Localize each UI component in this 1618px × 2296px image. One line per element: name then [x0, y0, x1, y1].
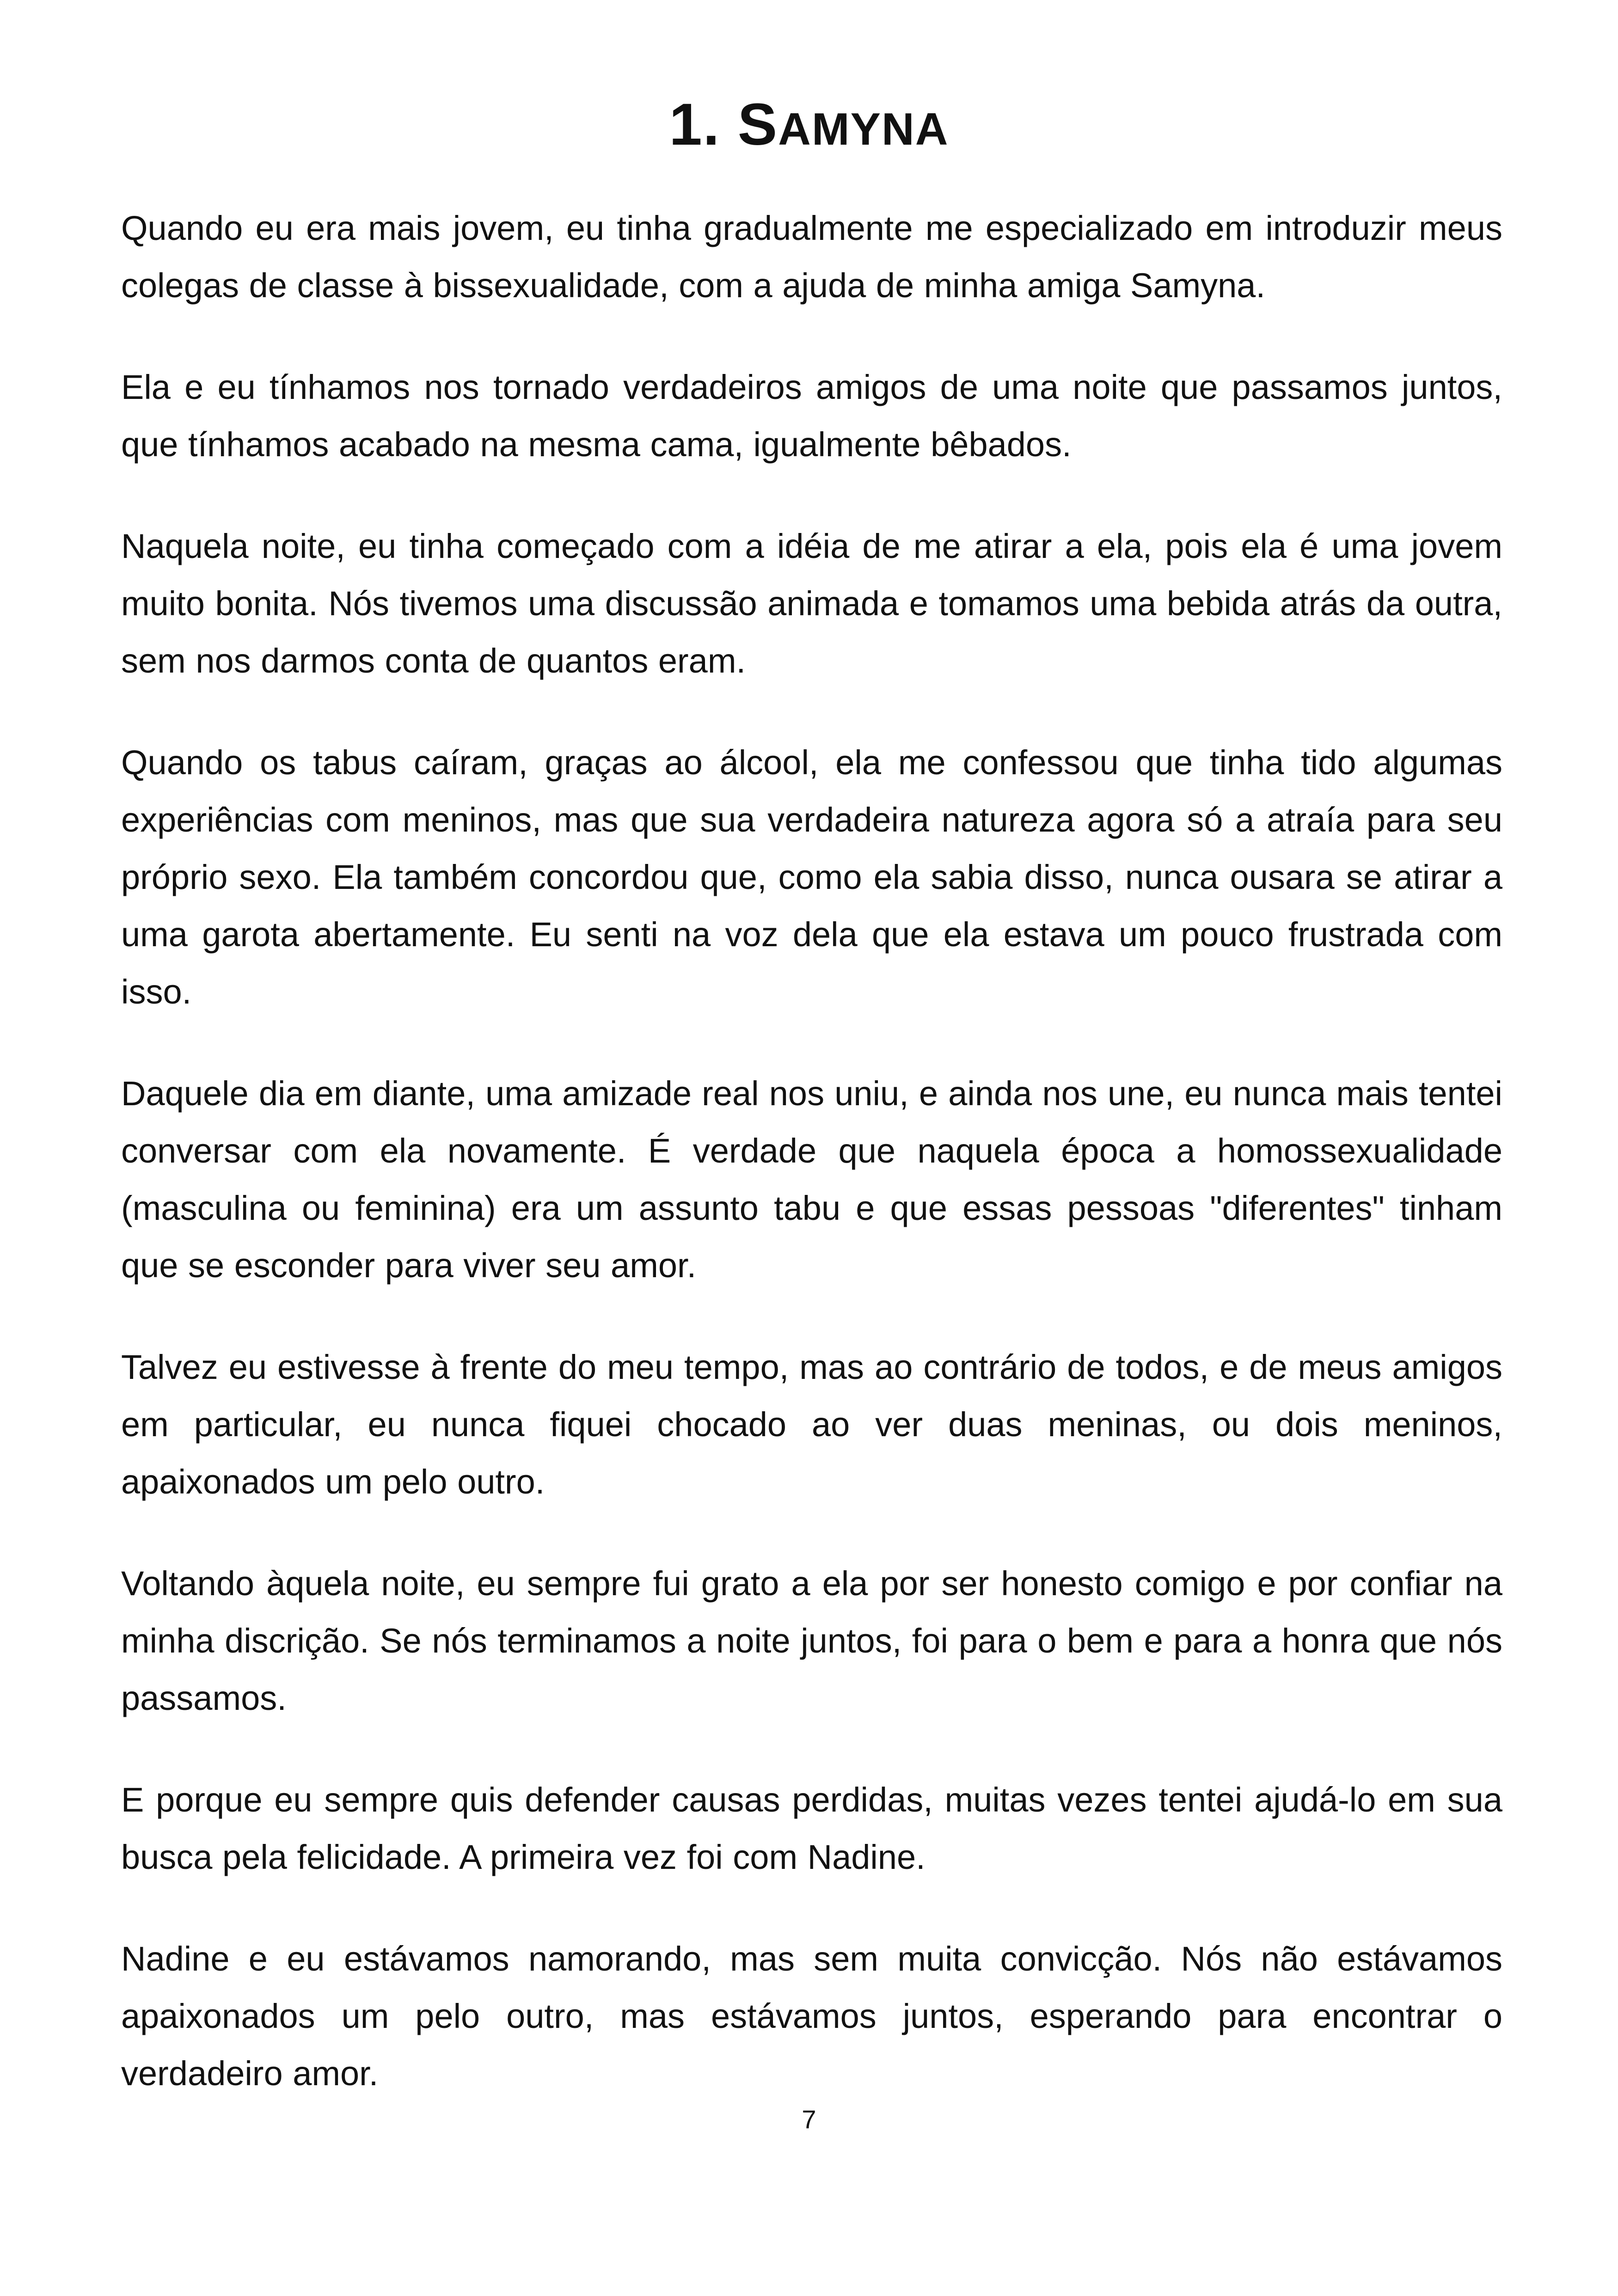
paragraph: Nadine e eu estávamos namorando, mas sem muita convicção. Nós não estávamos apaixonados um pelo outro, mas estávamos juntos, esperando para encontrar o verdadeiro amor. — [121, 1940, 1502, 2093]
paragraph: Voltando àquela noite, eu sempre fui grato a ela por ser honesto comigo e por confiar na minha discrição. Se nós terminamos a noite juntos, foi para o bem e para a honra que nós passamos. — [121, 1564, 1502, 1717]
page-number: 7 — [802, 2105, 816, 2134]
chapter-body — [121, 200, 1502, 2147]
paragraph: Quando eu era mais jovem, eu tinha gradualmente me especializado em introduzir meus colegas de classe à bissexualidade, com a ajuda de minha amiga Samyna. — [121, 209, 1502, 305]
paragraph: Quando os tabus caíram, graças ao álcool, ela me confessou que tinha tido algumas experiências com meninos, mas que sua verdadeira natureza agora só a atraía para seu próprio sexo. Ela também concordou que, como ela sabia disso, nunca ousara se atirar a uma garota abertamente. Eu senti na voz dela que ela estava um pouco frustrada com isso. — [121, 743, 1502, 1011]
chapter-title-initial: S — [737, 92, 778, 158]
paragraph: Talvez eu estivesse à frente do meu tempo, mas ao contrário de todos, e de meus amigos em particular, eu nunca fiquei chocado ao ver duas meninas, ou dois meninos, apaixonados um pelo outro. — [121, 1348, 1502, 1501]
paragraph: Ela e eu tínhamos nos tornado verdadeiros amigos de uma noite que passamos juntos, que tínhamos acabado na mesma cama, igualmente bêbados. — [121, 368, 1502, 464]
paragraph: Naquela noite, eu tinha começado com a idéia de me atirar a ela, pois ela é uma jovem muito bonita. Nós tivemos uma discussão animada e tomamos uma bebida atrás da outra, sem nos darmos conta de quantos eram. — [121, 527, 1502, 680]
chapter-number: 1. — [669, 92, 721, 158]
paragraph: Daquele dia em diante, uma amizade real nos uniu, e ainda nos une, eu nunca mais tentei conversar com ela novamente. É verdade que naquela época a homossexualidade (masculina ou feminina) era um assunto tabu e que essas pessoas "diferentes" tinham que se esconder para viver seu amor. — [121, 1074, 1502, 1285]
chapter-title — [0, 88, 1618, 166]
paragraph: E porque eu sempre quis defender causas perdidas, muitas vezes tentei ajudá-lo em sua busca pela felicidade. A primeira vez foi com Nadine. — [121, 1781, 1502, 1876]
chapter-title-rest: AMYNA — [778, 104, 949, 154]
